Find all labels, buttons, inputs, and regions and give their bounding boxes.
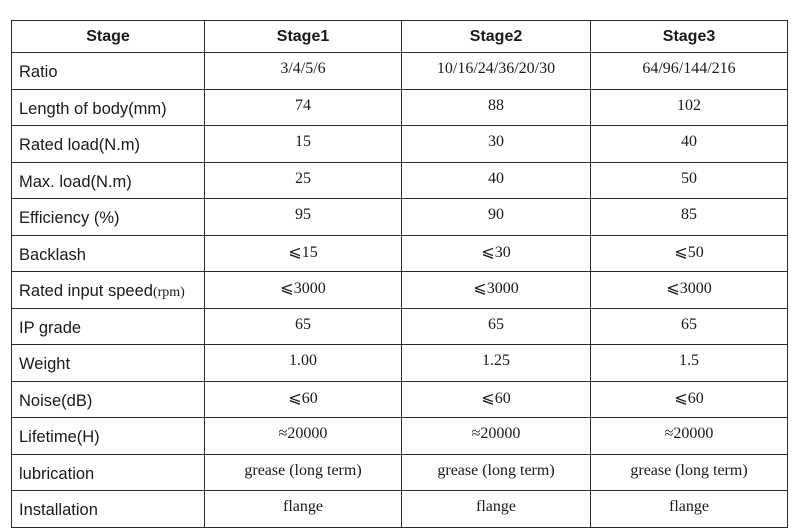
row-label <box>12 272 205 309</box>
row-label-text: IP grade <box>19 318 82 337</box>
stage3-value: ⩽60 <box>591 381 788 418</box>
row-label-text: Backlash <box>19 245 86 264</box>
row-label <box>12 199 205 236</box>
stage2-value: 65 <box>402 308 591 345</box>
stage1-value: 25 <box>205 162 402 199</box>
stage2-value: ⩽3000 <box>402 272 591 309</box>
row-label-text: Installation <box>19 501 98 520</box>
stage3-value: 1.5 <box>591 345 788 382</box>
row-label-text: Ratio <box>19 63 58 82</box>
row-label <box>12 491 205 528</box>
row-label <box>12 89 205 126</box>
stage2-value: 30 <box>402 126 591 163</box>
stage1-value: 3/4/5/6 <box>205 53 402 90</box>
stage3-value: 64/96/144/216 <box>591 53 788 90</box>
table-row <box>12 418 788 455</box>
stage1-value: 1.00 <box>205 345 402 382</box>
table-row <box>12 162 788 199</box>
row-label-text: Lifetime(H) <box>19 428 100 447</box>
stage2-value: 88 <box>402 89 591 126</box>
stage2-value: ⩽30 <box>402 235 591 272</box>
table-row <box>12 454 788 491</box>
stage2-value: 1.25 <box>402 345 591 382</box>
stage1-value: ≈20000 <box>205 418 402 455</box>
row-label <box>12 53 205 90</box>
header-stage: Stage <box>12 21 205 53</box>
stage3-value: ≈20000 <box>591 418 788 455</box>
stage2-value: 90 <box>402 199 591 236</box>
stage1-value: ⩽3000 <box>205 272 402 309</box>
table-row <box>12 126 788 163</box>
row-label-text: Efficiency (%) <box>19 209 120 228</box>
row-label-text: Weight <box>19 355 71 374</box>
table-row <box>12 381 788 418</box>
row-label-text: Max. load(N.m) <box>19 172 132 191</box>
stage1-value: 74 <box>205 89 402 126</box>
table-row <box>12 235 788 272</box>
stage3-value: ⩽50 <box>591 235 788 272</box>
stage3-value: 65 <box>591 308 788 345</box>
stage3-value: 85 <box>591 199 788 236</box>
stage1-value: 65 <box>205 308 402 345</box>
stage2-value: ≈20000 <box>402 418 591 455</box>
stage1-value: grease (long term) <box>205 454 402 491</box>
row-label-text: Length of body(mm) <box>19 99 167 118</box>
stage3-value: flange <box>591 491 788 528</box>
row-label-text: Rated load(N.m) <box>19 136 141 155</box>
table-row <box>12 345 788 382</box>
stage2-value: ⩽60 <box>402 381 591 418</box>
row-label-unit: (rpm) <box>152 285 185 301</box>
stage1-value: 95 <box>205 199 402 236</box>
table-row <box>12 491 788 528</box>
stage2-value: 10/16/24/36/20/30 <box>402 53 591 90</box>
stage1-value: ⩽60 <box>205 381 402 418</box>
header-stage2: Stage2 <box>402 21 591 53</box>
stage2-value: flange <box>402 491 591 528</box>
row-label <box>12 126 205 163</box>
row-label <box>12 454 205 491</box>
row-label <box>12 162 205 199</box>
row-label <box>12 381 205 418</box>
row-label <box>12 235 205 272</box>
stage2-value: grease (long term) <box>402 454 591 491</box>
stage1-value: 15 <box>205 126 402 163</box>
spec-table <box>11 20 788 528</box>
header-stage1: Stage1 <box>205 21 402 53</box>
stage3-value: 50 <box>591 162 788 199</box>
table-row <box>12 53 788 90</box>
row-label <box>12 308 205 345</box>
spec-body <box>12 53 788 528</box>
table-row <box>12 272 788 309</box>
header-row <box>12 21 788 53</box>
stage3-value: 102 <box>591 89 788 126</box>
row-label-text: lubrication <box>19 464 95 483</box>
stage1-value: ⩽15 <box>205 235 402 272</box>
table-row <box>12 199 788 236</box>
row-label-text: Noise(dB) <box>19 391 93 410</box>
stage3-value: 40 <box>591 126 788 163</box>
table-row <box>12 89 788 126</box>
stage3-value: grease (long term) <box>591 454 788 491</box>
row-label <box>12 418 205 455</box>
stage1-value: flange <box>205 491 402 528</box>
header-stage3: Stage3 <box>591 21 788 53</box>
row-label <box>12 345 205 382</box>
stage2-value: 40 <box>402 162 591 199</box>
table-row <box>12 308 788 345</box>
stage3-value: ⩽3000 <box>591 272 788 309</box>
row-label-text: Rated input speed <box>19 282 153 301</box>
